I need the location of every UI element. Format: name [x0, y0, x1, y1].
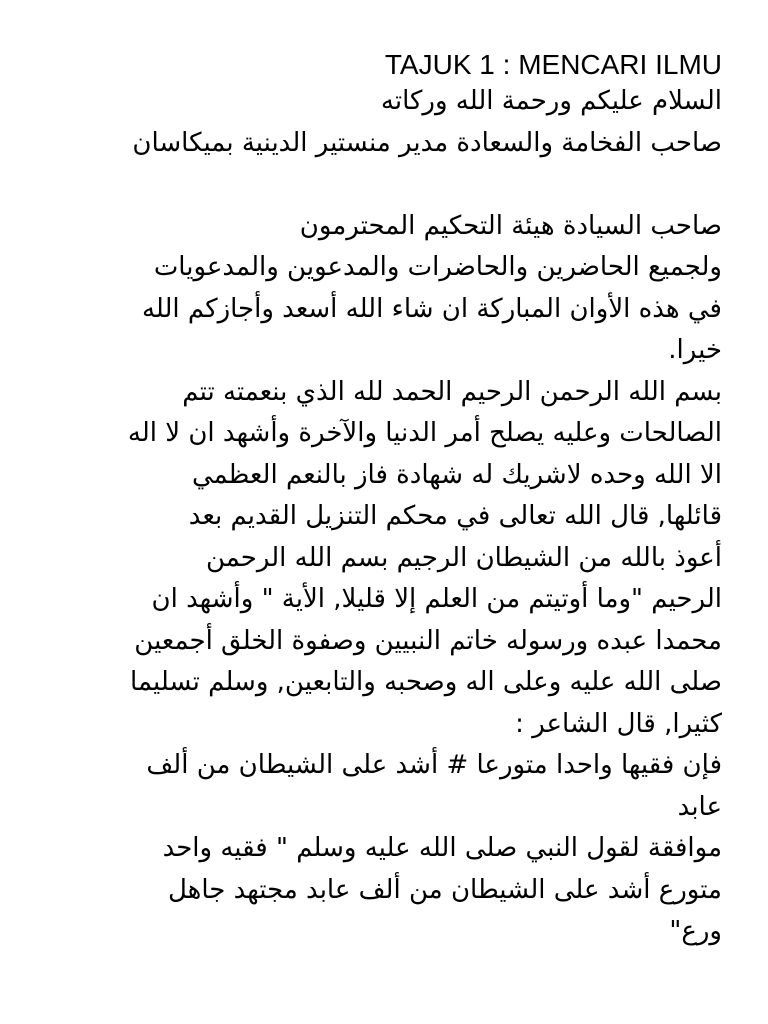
text-line: كثيرا, قال الشاعر :	[515, 708, 722, 739]
text-line: ورع"	[669, 916, 722, 946]
document-title: TAJUK 1 : MENCARI ILMU	[384, 49, 722, 80]
text-line: الرحيم "وما أوتيتم من العلم إلا قليلا, الأية " وأشهد ان	[151, 584, 722, 614]
document-page	[46, 48, 722, 953]
blank-line	[46, 164, 722, 206]
text-line: بسم الله الرحمن الرحيم الحمد لله الذي بنعمته تتم	[182, 376, 722, 407]
text-line: عابد	[677, 791, 722, 822]
text-line: الصالحات وعليه يصلح أمر الدنيا والآخرة وأشهد ان لا اله	[127, 418, 722, 448]
text-line: صاحب السيادة هيئة التحكيم المحترمون	[299, 210, 722, 241]
text-line: أعوذ بالله من الشيطان الرجيم بسم الله الرحمن	[205, 542, 722, 573]
text-line: فإن فقيها واحدا متورعا # أشد على الشيطان من ألف	[146, 750, 722, 780]
text-line: متورع أشد على الشيطان من ألف عابد مجتهد جاهل	[167, 874, 722, 905]
text-line-greeting: السلام عليكم ورحمة الله وركاته	[380, 86, 722, 116]
text-line: محمدا عبده ورسوله خاتم النبيين وصفوة الخلق أجمعين	[134, 625, 722, 656]
text-line: ولجميع الحاضرين والحاضرات والمدعوين والمدعويات	[153, 252, 722, 282]
text-line-address: صاحب الفخامة والسعادة مدير منستير الدينية بميكاسان	[132, 127, 722, 158]
text-line: قائلها, قال الله تعالى في محكم التنزيل القديم بعد	[188, 501, 722, 531]
text-line: الا الله وحده لاشريك له شهادة فاز بالنعم العظمي	[191, 459, 722, 490]
text-line: موافقة لقول النبي صلى الله عليه وسلم " فقيه واحد	[162, 833, 722, 863]
text-line: صلى الله عليه وعلى اله وصحبه والتابعين, وسلم تسليما	[130, 667, 722, 697]
text-line: خيرا.	[668, 335, 722, 365]
text-line: في هذه الأوان المباركة ان شاء الله أسعد وأجازكم الله	[141, 293, 722, 324]
